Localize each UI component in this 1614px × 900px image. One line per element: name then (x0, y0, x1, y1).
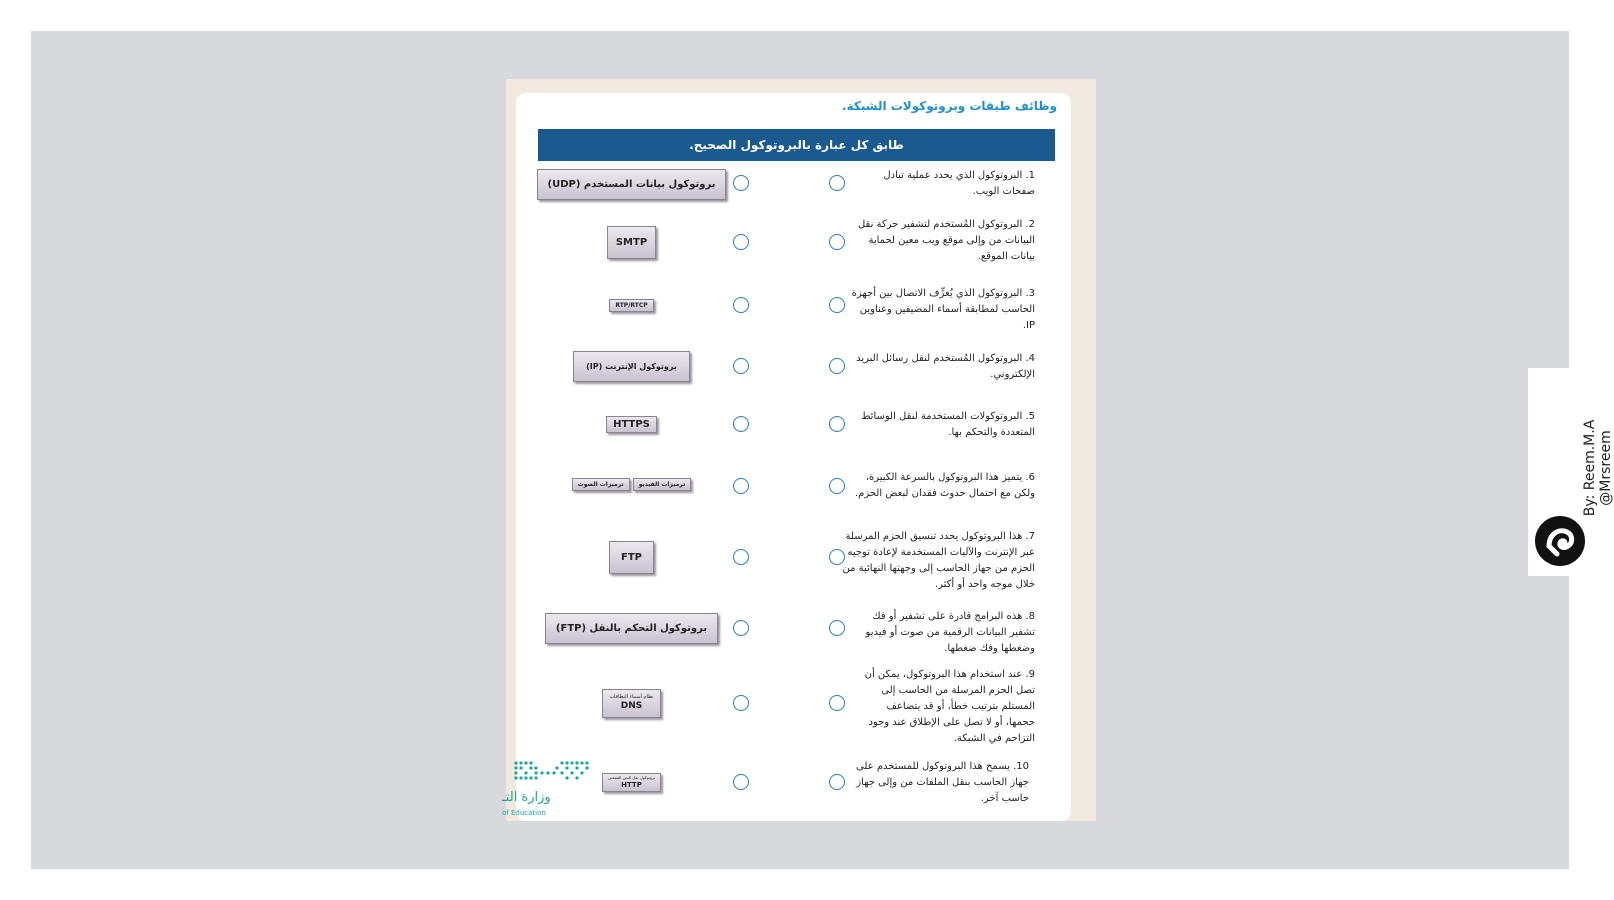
radio-question-4[interactable] (829, 358, 845, 374)
option-2-chip[interactable]: SMTP (607, 226, 656, 259)
question-7: 7. هذا البروتوكول يحدد تنسيق الحزم المرسلة عبر الإنترنت والآليات المستخدمة لإعادة توجيه الحزم من جهاز الحاسب إلى وجهتها النهائية من خلال موجه واحد أو أكثر. (842, 531, 1035, 590)
question-5: 5. البروتوكولات المستخدمة لنقل الوسائط المتعددة والتحكم بها. (861, 411, 1035, 438)
option-6a-chip[interactable]: ترميزات الفيديو (633, 478, 692, 491)
option-6b-chip[interactable]: ترميزات الصوت (572, 478, 630, 491)
option-9-label: DNS (620, 700, 643, 711)
question-3: 3. البروتوكول الذي يُعزِّف الاتصال بين أجهزة الحاسب لمطابقة أسماء المضيفين وعناوين IP. (851, 288, 1035, 331)
match-row-1 (516, 168, 1071, 218)
worksheet (516, 93, 1071, 821)
option-9-chip[interactable] (602, 689, 660, 718)
radio-question-8[interactable] (829, 620, 845, 636)
radio-option-6[interactable] (733, 478, 749, 494)
radio-option-1[interactable] (733, 175, 749, 191)
question-4: 4. البروتوكول المُستخدم لنقل رسائل البريد الإلكتروني. (856, 353, 1035, 380)
match-row-7 (516, 529, 1071, 601)
match-row-10 (516, 759, 1071, 815)
instruction-banner: طابق كل عبارة بالبروتوكول الصحيح. (538, 129, 1055, 161)
author-logo-icon (1535, 516, 1585, 566)
radio-option-8[interactable] (733, 620, 749, 636)
option-1-wrap (544, 165, 719, 203)
option-7-chip[interactable]: FTP (609, 541, 654, 574)
radio-question-1[interactable] (829, 175, 845, 191)
option-10-subtitle: بروتوكول نقل النص التشعبي (607, 774, 656, 780)
radio-question-7[interactable] (829, 549, 845, 565)
option-6-wrap (544, 474, 719, 494)
match-row-4 (516, 351, 1071, 401)
question-6: 6. يتميز هذا البروتوكول بالسرعة الكبيرة، ولكن مع احتمال حدوث فقدان لبعض الحزم. (854, 472, 1035, 499)
radio-question-9[interactable] (829, 695, 845, 711)
question-2: 2. البروتوكول المُستخدم لتشفير حركة نقل البيانات من وإلى موقع ويب معين لحماية بيانات الموقع. (857, 219, 1035, 262)
option-3-chip[interactable]: RTP/RTCP (609, 299, 653, 312)
option-5-wrap (544, 412, 719, 436)
radio-question-3[interactable] (829, 297, 845, 313)
option-2-wrap (544, 222, 719, 262)
option-3-wrap (544, 294, 719, 316)
radio-question-10[interactable] (829, 774, 845, 790)
option-8-wrap (544, 609, 719, 647)
question-9: 9. عند استخدام هذا البروتوكول، يمكن أن تصل الحزم المرسلة من الحاسب إلى المستلم بترتيب خطأ، أو قد يتضاعف حجمها، أو لا تصل على الإطلاق عند وجود التزاحم في الشبكة. (864, 669, 1035, 744)
option-1-chip[interactable]: بروتوكول بيانات المستخدم (UDP) (537, 169, 727, 200)
option-5-chip[interactable]: HTTPS (606, 416, 657, 433)
question-1: 1. البروتوكول الذي يحدد عملية تبادل صفحات الويب. (883, 170, 1035, 197)
radio-option-10[interactable] (733, 774, 749, 790)
match-row-5 (516, 409, 1071, 459)
radio-question-5[interactable] (829, 416, 845, 432)
radio-question-6[interactable] (829, 478, 845, 494)
question-10: 10. يسمح هذا البروتوكول للمستخدم على جهاز الحاسب بنقل الملفات من وإلى جهاز حاسب آخر. (856, 761, 1029, 804)
radio-option-5[interactable] (733, 416, 749, 432)
author-credit (1528, 368, 1614, 576)
option-6-pair (572, 478, 692, 491)
option-4-chip[interactable]: بروتوكول الإنترنت (IP) (573, 351, 690, 382)
radio-option-3[interactable] (733, 297, 749, 313)
radio-option-4[interactable] (733, 358, 749, 374)
credit-handle: @Mrsreem (1598, 430, 1614, 506)
match-row-2 (516, 217, 1071, 277)
match-row-8 (516, 609, 1071, 665)
match-row-6 (516, 470, 1071, 520)
match-row-9 (516, 667, 1071, 751)
radio-option-9[interactable] (733, 695, 749, 711)
option-4-wrap (544, 346, 719, 386)
option-8-chip[interactable]: بروتوكول التحكم بالنقل (FTP) (545, 613, 718, 644)
worksheet-title: وظائف طبقات وبروتوكولات الشبكة. (842, 99, 1057, 113)
ministry-logo-english: of Education (502, 809, 546, 817)
ministry-logo-arabic: وزارة التـ (502, 790, 551, 805)
author-logo-glyph (1535, 516, 1585, 566)
radio-option-7[interactable] (733, 549, 749, 565)
ministry-logo-dots-icon (502, 757, 592, 787)
radio-option-2[interactable] (733, 234, 749, 250)
radio-question-2[interactable] (829, 234, 845, 250)
ministry-logo (502, 757, 592, 817)
option-7-wrap (544, 537, 719, 577)
option-10-label: HTTP (621, 780, 642, 789)
option-10-chip[interactable] (602, 773, 661, 792)
question-8: 8. هذه البرامج قادرة على تشفير أو فك تشفير البيانات الرقمية من صوت أو فيديو وضغطها وفك ضغطها. (865, 611, 1035, 654)
option-9-subtitle: نظام أسماء النطاقات (609, 693, 654, 700)
credit-author: By: Reem.M.A (1582, 419, 1598, 517)
option-9-wrap (544, 683, 719, 723)
match-row-3 (516, 286, 1071, 342)
